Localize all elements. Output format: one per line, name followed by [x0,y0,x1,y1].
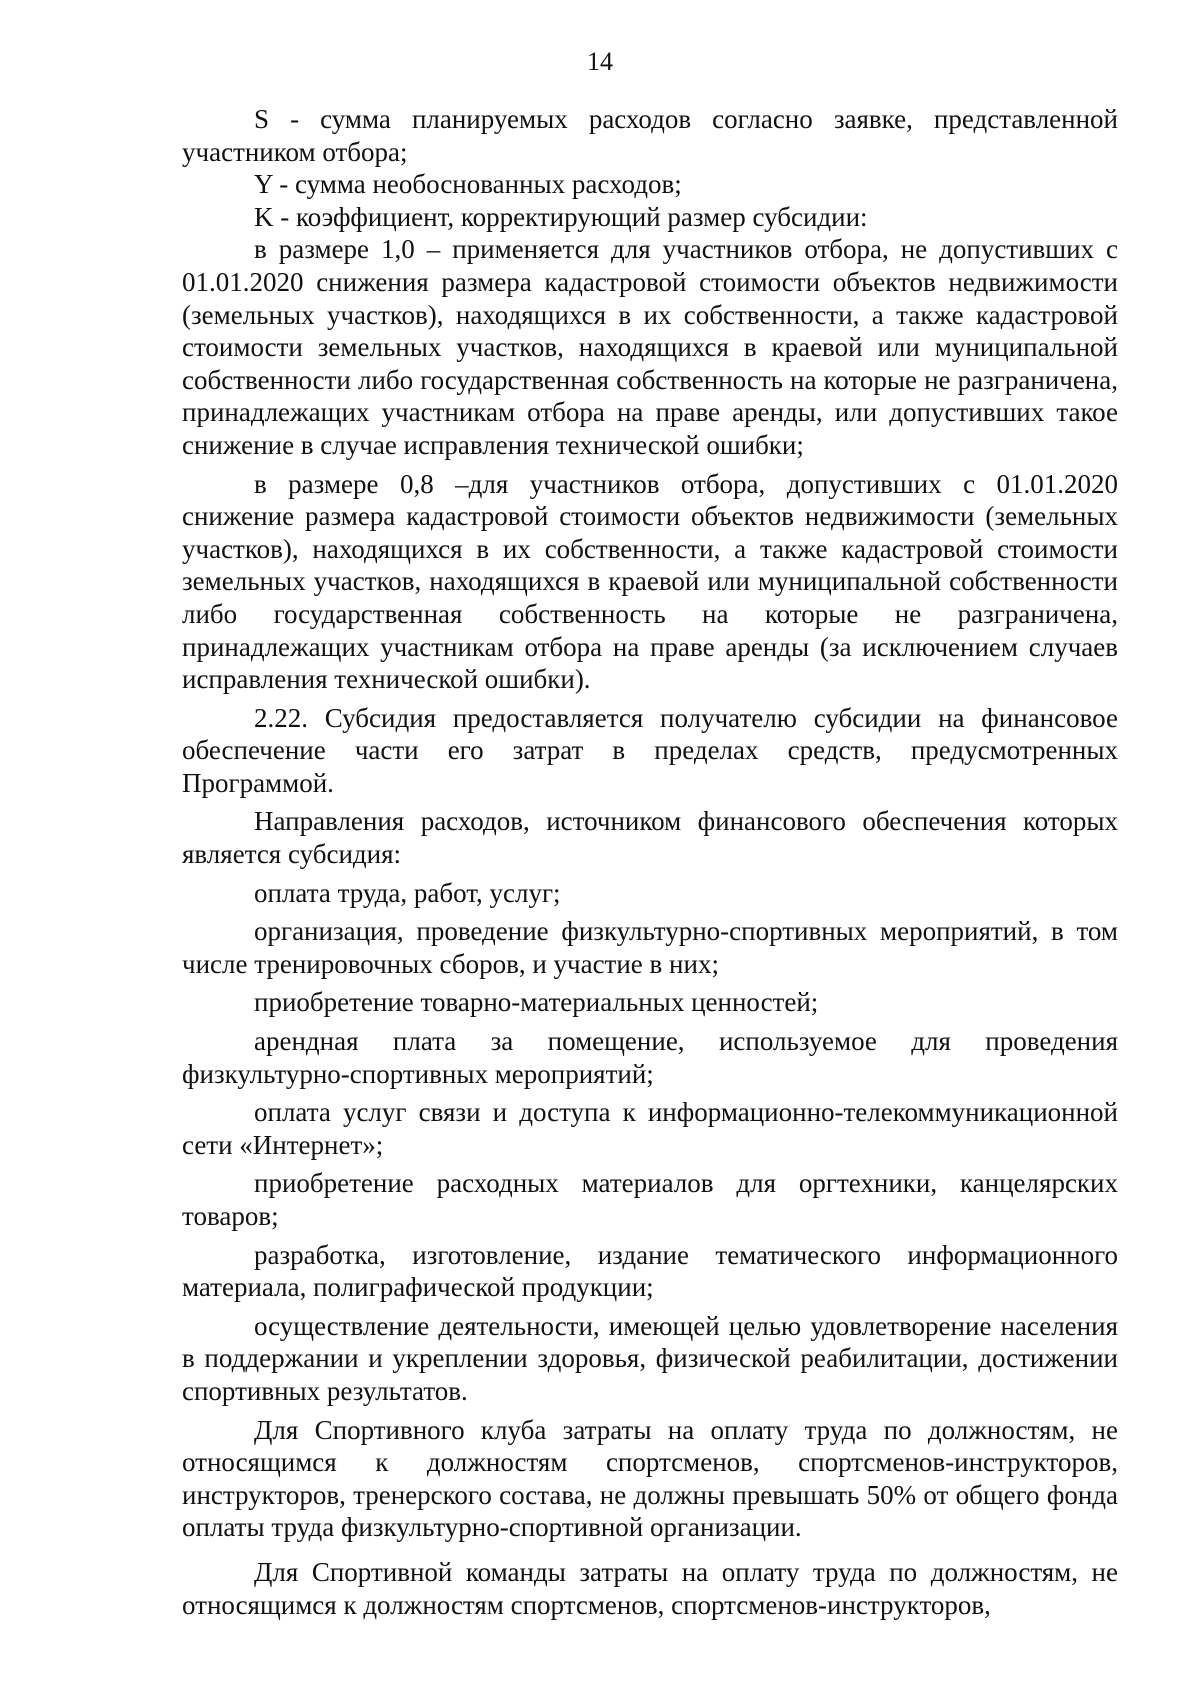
paragraph-k-definition: K - коэффициент, корректирующий размер субсидии: [254,201,868,232]
list-item-rent: арендная плата за помещение, используемое для проведения физкультурно-спортивных мероприятий; [182,1026,1118,1089]
list-item-labor-pay: оплата труда, работ, услуг; [254,877,561,908]
list-item-office-supplies: приобретение расходных материалов для оргтехники, канцелярских товаров; [182,1168,1118,1231]
list-item-printed-materials: разработка, изготовление, издание тематического информационного материала, полиграфической продукции; [182,1239,1118,1303]
document-body [182,103,1118,1621]
list-item-material-values: приобретение товарно-материальных ценностей; [254,987,819,1018]
paragraph-2-22: 2.22. Субсидия предоставляется получателю субсидии на финансовое обеспечение части его затрат в пределах средств, предусмотренных Программой. [182,702,1118,798]
paragraph-y-definition: Y - сумма необоснованных расходов; [254,169,682,200]
paragraph-s-definition: S - сумма планируемых расходов согласно заявке, представленной участником отбора; [182,104,1118,167]
page-number: 14 [587,47,613,76]
paragraph-sports-team: Для Спортивной команды затраты на оплату труда по должностям, не относящимся к должностям спортсменов, спортсменов-инструкторов, [182,1556,1118,1620]
paragraph-sports-club: Для Спортивного клуба затраты на оплату труда по должностям, не относящимся к должностям спортсменов, спортсменов-инструкторов, инструкторов, тренерского состава, не должны превышать 50% от общего фонда оплаты труда физкультурно-спортивной организации. [182,1414,1118,1543]
paragraph-coefficient-1-0: в размере 1,0 – применяется для участников отбора, не допустивших с 01.01.2020 снижения размера кадастровой стоимости объектов недвижимости (земельных участков), находящихся в их собственности, а также кадастровой стоимости земельных участков, находящихся в краевой или муниципальной собственности либо государственная собственность на которые не разграничена, принадлежащих участникам отбора на праве аренды, или допустивших такое снижение в случае исправления технической ошибки; [182,234,1118,460]
list-item-sports-events: организация, проведение физкультурно-спортивных мероприятий, в том числе тренировочных сборов, и участие в них; [182,916,1118,979]
paragraph-coefficient-0-8: в размере 0,8 –для участников отбора, допустивших с 01.01.2020 снижение размера кадастровой стоимости объектов недвижимости (земельных участков), находящихся в их собственности, а также кадастровой стоимости земельных участков, находящихся в краевой или муниципальной собственности либо государственная собственность на которые не разграничена, принадлежащих участникам отбора на праве аренды (за исключением случаев исправления технической ошибки). [182,468,1118,695]
paragraph-expense-directions: Направления расходов, источником финансового обеспечения которых является субсидия: [182,806,1118,870]
list-item-activities: осуществление деятельности, имеющей целью удовлетворение населения в поддержании и укреплении здоровья, физической реабилитации, достижении спортивных результатов. [182,1310,1118,1406]
list-item-communication: оплата услуг связи и доступа к информационно-телекоммуникационной сети «Интернет»; [182,1097,1118,1160]
